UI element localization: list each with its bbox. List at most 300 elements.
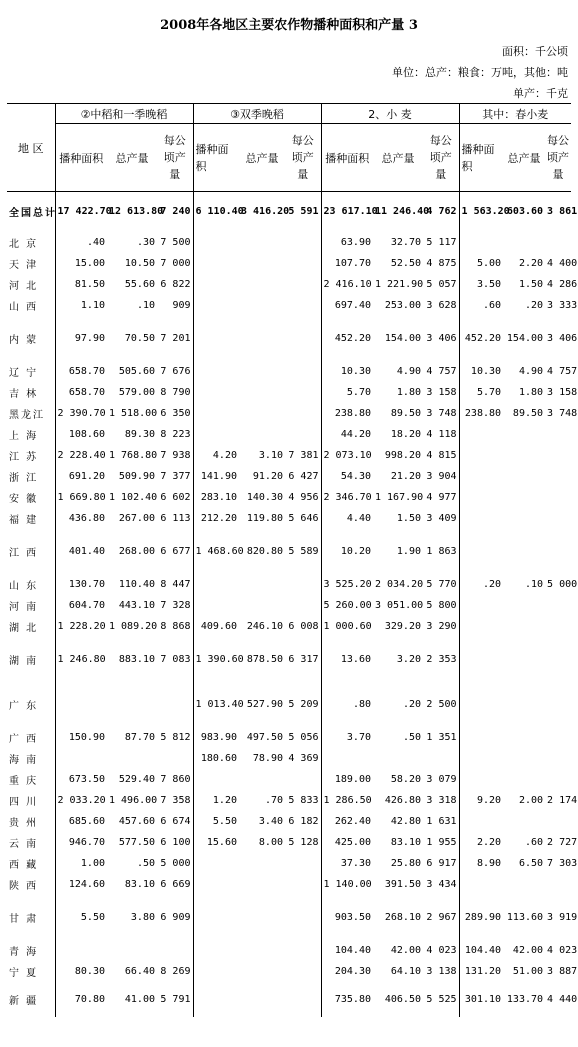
table-cell	[193, 769, 239, 790]
table-cell	[459, 466, 503, 487]
table-cell: 7 240	[157, 192, 193, 232]
table-cell: 4.90	[518, 365, 544, 377]
table-cell	[107, 682, 157, 727]
table-cell	[239, 295, 285, 316]
region-name: 安 徽	[9, 493, 39, 505]
table-cell	[55, 682, 107, 727]
table-cell: 6 677	[160, 545, 191, 557]
yield-unit-note: 单产：千克	[513, 87, 568, 100]
table-cell: 1 228.20	[55, 616, 107, 637]
national-total-row	[7, 192, 571, 232]
table-cell: 5 646	[288, 512, 319, 524]
table-row	[7, 574, 571, 595]
table-cell	[107, 940, 157, 961]
table-cell: 66.40	[124, 965, 155, 977]
table-cell: 1 390.60	[193, 637, 239, 682]
table-cell	[459, 769, 503, 790]
table-cell: 17 422.70	[55, 192, 107, 232]
table-cell	[545, 595, 571, 616]
table-cell: 5 833	[288, 794, 319, 806]
table-cell: 51.00	[512, 965, 544, 977]
table-cell: 124.60	[55, 874, 107, 895]
table-cell: 436.80	[55, 508, 107, 529]
table-cell: 301.10	[459, 982, 503, 1017]
region-name: 河 北	[9, 280, 39, 292]
table-cell: 4 757	[547, 365, 578, 377]
table-cell	[545, 616, 571, 637]
table-cell: 735.80	[321, 982, 373, 1017]
table-cell: 7 000	[160, 257, 191, 269]
table-cell: 4.20	[193, 445, 239, 466]
table-cell: 2 034.20	[375, 578, 424, 590]
table-cell: 5 800	[426, 599, 457, 611]
table-cell: 6 100	[160, 836, 191, 848]
table-cell: 6 110.40	[193, 192, 239, 232]
table-cell	[545, 811, 571, 832]
table-cell: 5.70	[459, 382, 503, 403]
table-row	[7, 853, 571, 874]
table-cell: 104.40	[459, 940, 503, 961]
table-cell: 107.70	[321, 253, 373, 274]
table-cell: 426.80	[384, 794, 421, 806]
table-cell	[193, 253, 239, 274]
table-cell: .60	[459, 295, 503, 316]
table-cell: 6 008	[288, 620, 319, 632]
table-cell: 3 904	[426, 470, 457, 482]
table-cell: 329.20	[384, 620, 421, 632]
table-cell	[503, 595, 545, 616]
table-cell: 2 727	[547, 836, 578, 848]
table-cell	[285, 982, 321, 1017]
table-cell: 658.70	[55, 361, 107, 382]
table-cell	[193, 853, 239, 874]
table-cell: 42.00	[512, 944, 544, 956]
table-cell: 3 406	[426, 332, 457, 344]
table-cell	[193, 274, 239, 295]
table-cell: 425.00	[321, 832, 373, 853]
table-cell: 5 000	[160, 857, 191, 869]
table-row	[7, 790, 571, 811]
table-cell: 1.00	[55, 853, 107, 874]
table-cell: 6 182	[288, 815, 319, 827]
table-cell: 283.10	[193, 487, 239, 508]
table-cell: 3 051.00	[375, 599, 424, 611]
table-cell	[239, 769, 285, 790]
table-cell: 529.40	[118, 773, 155, 785]
table-cell: 6 917	[426, 857, 457, 869]
table-cell: 268.00	[118, 545, 155, 557]
table-cell: 5 117	[426, 236, 457, 248]
table-cell: 5 770	[426, 578, 457, 590]
table-cell: 6 909	[160, 911, 191, 923]
page-title: 2008年各地区主要农作物播种面积和产量 3	[160, 18, 418, 33]
region-name: 江 苏	[9, 451, 39, 463]
table-cell	[545, 727, 571, 748]
region-name: 陕 西	[9, 880, 39, 892]
table-cell: .20	[402, 698, 421, 710]
table-cell	[285, 382, 321, 403]
table-cell: 9.20	[459, 790, 503, 811]
col-header-output: 总产量	[381, 151, 415, 165]
table-cell: 983.90	[193, 727, 239, 748]
table-cell	[239, 940, 285, 961]
table-cell	[459, 748, 503, 769]
table-cell: 579.00	[118, 386, 155, 398]
table-row	[7, 616, 571, 637]
table-cell: 3 919	[547, 911, 578, 923]
table-cell	[459, 682, 503, 727]
table-cell: 6 427	[288, 470, 319, 482]
table-cell: 5 589	[288, 545, 319, 557]
table-cell: 5.00	[459, 253, 503, 274]
col-header-yield: 每公顷产量	[547, 134, 570, 181]
table-cell	[503, 529, 545, 574]
table-cell: 12 613.80	[107, 192, 157, 232]
table-row	[7, 253, 571, 274]
table-cell: 267.00	[118, 512, 155, 524]
table-row	[7, 769, 571, 790]
table-cell	[285, 961, 321, 982]
table-cell	[193, 295, 239, 316]
table-row	[7, 682, 571, 727]
table-cell: 89.30	[124, 428, 155, 440]
table-cell: 55.60	[124, 278, 155, 290]
table-cell: 6 113	[160, 512, 191, 524]
table-cell: 6 669	[160, 878, 191, 890]
table-row	[7, 982, 571, 1017]
table-cell	[193, 961, 239, 982]
table-cell: 6.50	[518, 857, 544, 869]
table-cell	[285, 574, 321, 595]
table-cell: 1 768.80	[109, 449, 158, 461]
table-cell: 1 102.40	[109, 491, 158, 503]
table-cell	[503, 811, 545, 832]
table-row	[7, 529, 571, 574]
region-name: 新 疆	[9, 995, 39, 1007]
region-name: 山 西	[9, 301, 39, 313]
region-name: 河 南	[9, 601, 39, 613]
table-cell: 3 416.20	[239, 192, 285, 232]
table-cell	[157, 940, 193, 961]
table-cell: 2 353	[426, 653, 457, 665]
table-row	[7, 232, 571, 253]
table-cell: 603.60	[503, 192, 545, 232]
table-cell: 58.20	[390, 773, 421, 785]
table-cell: 5.70	[321, 382, 373, 403]
table-cell	[503, 487, 545, 508]
table-cell	[459, 811, 503, 832]
table-cell: 1 863	[426, 545, 457, 557]
table-cell	[459, 874, 503, 895]
table-cell: .20	[524, 299, 544, 311]
table-cell	[459, 424, 503, 445]
table-cell: 3.10	[258, 449, 283, 461]
col-header-yield: 每公顷产量	[429, 134, 452, 181]
table-cell: 6 674	[160, 815, 191, 827]
table-cell	[459, 508, 503, 529]
table-body	[7, 192, 578, 1017]
table-row	[7, 595, 571, 616]
table-cell: 131.20	[459, 961, 503, 982]
table-cell	[545, 748, 571, 769]
table-cell: 1 286.50	[321, 790, 373, 811]
region-name: 上 海	[9, 430, 39, 442]
table-cell	[239, 403, 285, 424]
table-cell: 409.60	[193, 616, 239, 637]
table-cell: 246.10	[246, 620, 283, 632]
table-cell	[239, 982, 285, 1017]
table-cell: 4 286	[547, 278, 578, 290]
table-cell: 1 955	[426, 836, 457, 848]
table-cell: 8 223	[160, 428, 191, 440]
table-cell: .50	[402, 731, 421, 743]
table-cell	[459, 637, 503, 682]
table-cell: 7 303	[547, 857, 578, 869]
table-cell: 1 140.00	[321, 874, 373, 895]
table-cell: 130.70	[55, 574, 107, 595]
table-cell	[503, 748, 545, 769]
table-cell: 3 406	[547, 332, 578, 344]
table-cell: .10	[524, 578, 544, 590]
col-header-output: 总产量	[245, 151, 279, 165]
table-cell: 141.90	[193, 466, 239, 487]
table-row	[7, 466, 571, 487]
table-cell	[285, 895, 321, 940]
table-cell	[239, 895, 285, 940]
table-cell	[503, 508, 545, 529]
table-cell: 52.50	[390, 257, 421, 269]
table-cell: 81.50	[55, 274, 107, 295]
table-cell: 4 977	[426, 491, 457, 503]
table-cell	[239, 874, 285, 895]
table-cell	[503, 874, 545, 895]
table-cell: 5.50	[55, 895, 107, 940]
table-cell: 10.20	[321, 529, 373, 574]
region-name: 广 东	[9, 700, 39, 712]
table-cell: .60	[524, 836, 544, 848]
table-cell	[285, 853, 321, 874]
region-name: 湖 北	[9, 622, 39, 634]
table-cell	[285, 274, 321, 295]
table-row	[7, 487, 571, 508]
table-cell: 691.20	[55, 466, 107, 487]
table-cell: 63.90	[321, 232, 373, 253]
table-cell: 2 967	[426, 911, 457, 923]
group-header-late-rice: ③双季晚稻	[193, 104, 321, 124]
table-cell	[459, 727, 503, 748]
region-name: 内 蒙	[9, 334, 39, 346]
table-cell: 6 317	[288, 653, 319, 665]
table-cell: 391.50	[384, 878, 421, 890]
table-row	[7, 940, 571, 961]
table-cell	[285, 253, 321, 274]
table-cell: 7 381	[288, 449, 319, 461]
table-cell: 5 791	[160, 993, 191, 1005]
table-cell	[107, 748, 157, 769]
table-cell	[193, 982, 239, 1017]
table-cell: 1.50	[396, 512, 421, 524]
table-cell	[503, 727, 545, 748]
table-cell	[239, 382, 285, 403]
table-cell: 1 518.00	[109, 407, 158, 419]
table-cell: 91.20	[252, 470, 283, 482]
table-cell: 2.20	[459, 832, 503, 853]
table-cell: 3 290	[426, 620, 457, 632]
table-cell: 8 790	[160, 386, 191, 398]
table-cell: 3 138	[426, 965, 457, 977]
table-cell: 5.50	[193, 811, 239, 832]
table-cell: 7 201	[160, 332, 191, 344]
table-cell: 54.30	[321, 466, 373, 487]
table-cell: 2 390.70	[55, 403, 107, 424]
table-cell: 2 346.70	[321, 487, 373, 508]
table-cell: 604.70	[55, 595, 107, 616]
table-cell: 262.40	[321, 811, 373, 832]
table-cell: 78.90	[252, 752, 283, 764]
table-cell: 6 350	[160, 407, 191, 419]
table-cell	[373, 748, 423, 769]
table-cell: 2 500	[426, 698, 457, 710]
table-cell: 108.60	[55, 424, 107, 445]
region-name: 湖 南	[9, 655, 39, 667]
table-cell: 32.70	[390, 236, 421, 248]
col-header-yield: 每公顷产量	[291, 134, 314, 181]
table-cell: 5 812	[160, 731, 191, 743]
table-cell: .50	[136, 857, 155, 869]
table-cell: 150.90	[55, 727, 107, 748]
table-cell: 11 246.40	[373, 192, 423, 232]
table-cell: 5 209	[288, 698, 319, 710]
group-header-wheat: 2、小 麦	[321, 104, 459, 124]
table-cell: 268.10	[384, 911, 421, 923]
table-cell: 697.40	[321, 295, 373, 316]
table-cell: 25.80	[390, 857, 421, 869]
table-cell: 97.90	[55, 316, 107, 361]
region-name: 四 川	[9, 796, 39, 808]
table-cell	[459, 616, 503, 637]
table-row	[7, 274, 571, 295]
table-cell	[239, 574, 285, 595]
table-cell	[503, 616, 545, 637]
table-row	[7, 748, 571, 769]
group-header-mid-rice: ②中稻和一季晚稻	[55, 104, 193, 124]
table-cell	[193, 940, 239, 961]
table-row	[7, 382, 571, 403]
table-cell	[285, 403, 321, 424]
table-cell	[503, 682, 545, 727]
table-cell	[545, 682, 571, 727]
table-cell: 13.60	[321, 637, 373, 682]
table-cell: 8 447	[160, 578, 191, 590]
table-cell: .70	[264, 794, 283, 806]
table-cell	[503, 424, 545, 445]
table-cell	[285, 940, 321, 961]
table-cell	[503, 466, 545, 487]
table-cell: 1 013.40	[193, 682, 239, 727]
table-cell: 4 815	[426, 449, 457, 461]
table-cell	[157, 748, 193, 769]
table-cell: 3.80	[130, 911, 155, 923]
table-cell: 7 500	[160, 236, 191, 248]
table-cell: 5 525	[426, 993, 457, 1005]
table-cell: 5 056	[288, 731, 319, 743]
table-cell: 140.30	[246, 491, 283, 503]
table-cell: 1.10	[55, 295, 107, 316]
col-header-output: 总产量	[115, 151, 149, 165]
table-cell	[193, 895, 239, 940]
table-cell	[55, 940, 107, 961]
table-cell: 909	[172, 299, 191, 311]
table-cell	[545, 466, 571, 487]
table-cell: 8 868	[160, 620, 191, 632]
table-cell: 1 246.80	[55, 637, 107, 682]
table-cell: 42.80	[390, 815, 421, 827]
table-cell: 1 221.90	[375, 278, 424, 290]
table-cell: 5 000	[547, 578, 578, 590]
table-cell	[285, 295, 321, 316]
region-name: 青 海	[9, 946, 39, 958]
table-cell	[545, 232, 571, 253]
header-group-row	[7, 104, 571, 124]
table-cell: 7 328	[160, 599, 191, 611]
group-header-spring-wheat: 其中：春小麦	[459, 104, 571, 124]
table-cell	[503, 232, 545, 253]
table-cell: 3 887	[547, 965, 578, 977]
table-cell: 1 496.00	[109, 794, 158, 806]
table-cell: 6 822	[160, 278, 191, 290]
table-cell: 946.70	[55, 832, 107, 853]
table-cell	[239, 424, 285, 445]
table-cell: 2 033.20	[55, 790, 107, 811]
table-cell: 1 000.60	[321, 616, 373, 637]
table-cell: 3 158	[547, 386, 578, 398]
table-cell	[285, 595, 321, 616]
table-cell: 903.50	[321, 895, 373, 940]
table-cell: 5 260.00	[321, 595, 373, 616]
table-cell: 685.60	[55, 811, 107, 832]
col-header-area: 播种面积	[193, 124, 239, 192]
table-cell: 1 631	[426, 815, 457, 827]
table-cell: 4.40	[321, 508, 373, 529]
table-cell: 3.20	[396, 653, 421, 665]
table-cell: 452.20	[459, 316, 503, 361]
table-cell: 3 748	[547, 407, 578, 419]
region-header: 地 区	[7, 104, 55, 192]
table-cell	[459, 487, 503, 508]
table-cell: 505.60	[118, 365, 155, 377]
table-cell: 509.90	[118, 470, 155, 482]
table-cell	[321, 748, 373, 769]
region-name: 江 西	[9, 547, 39, 559]
table-cell	[193, 403, 239, 424]
table-cell: 3 628	[426, 299, 457, 311]
table-cell: 8.00	[258, 836, 283, 848]
table-cell: 83.10	[124, 878, 155, 890]
table-cell: 4 118	[426, 428, 457, 440]
table-cell: 154.00	[384, 332, 421, 344]
table-cell	[285, 232, 321, 253]
table-cell: 289.90	[459, 895, 503, 940]
table-cell	[193, 361, 239, 382]
table-cell: 577.50	[118, 836, 155, 848]
table-cell: 23 617.10	[321, 192, 373, 232]
table-cell: 119.80	[246, 512, 283, 524]
table-cell: 10.30	[459, 361, 503, 382]
col-header-area: 播种面积	[55, 124, 107, 192]
table-cell	[545, 424, 571, 445]
table-cell: 8.90	[459, 853, 503, 874]
table-cell	[239, 361, 285, 382]
